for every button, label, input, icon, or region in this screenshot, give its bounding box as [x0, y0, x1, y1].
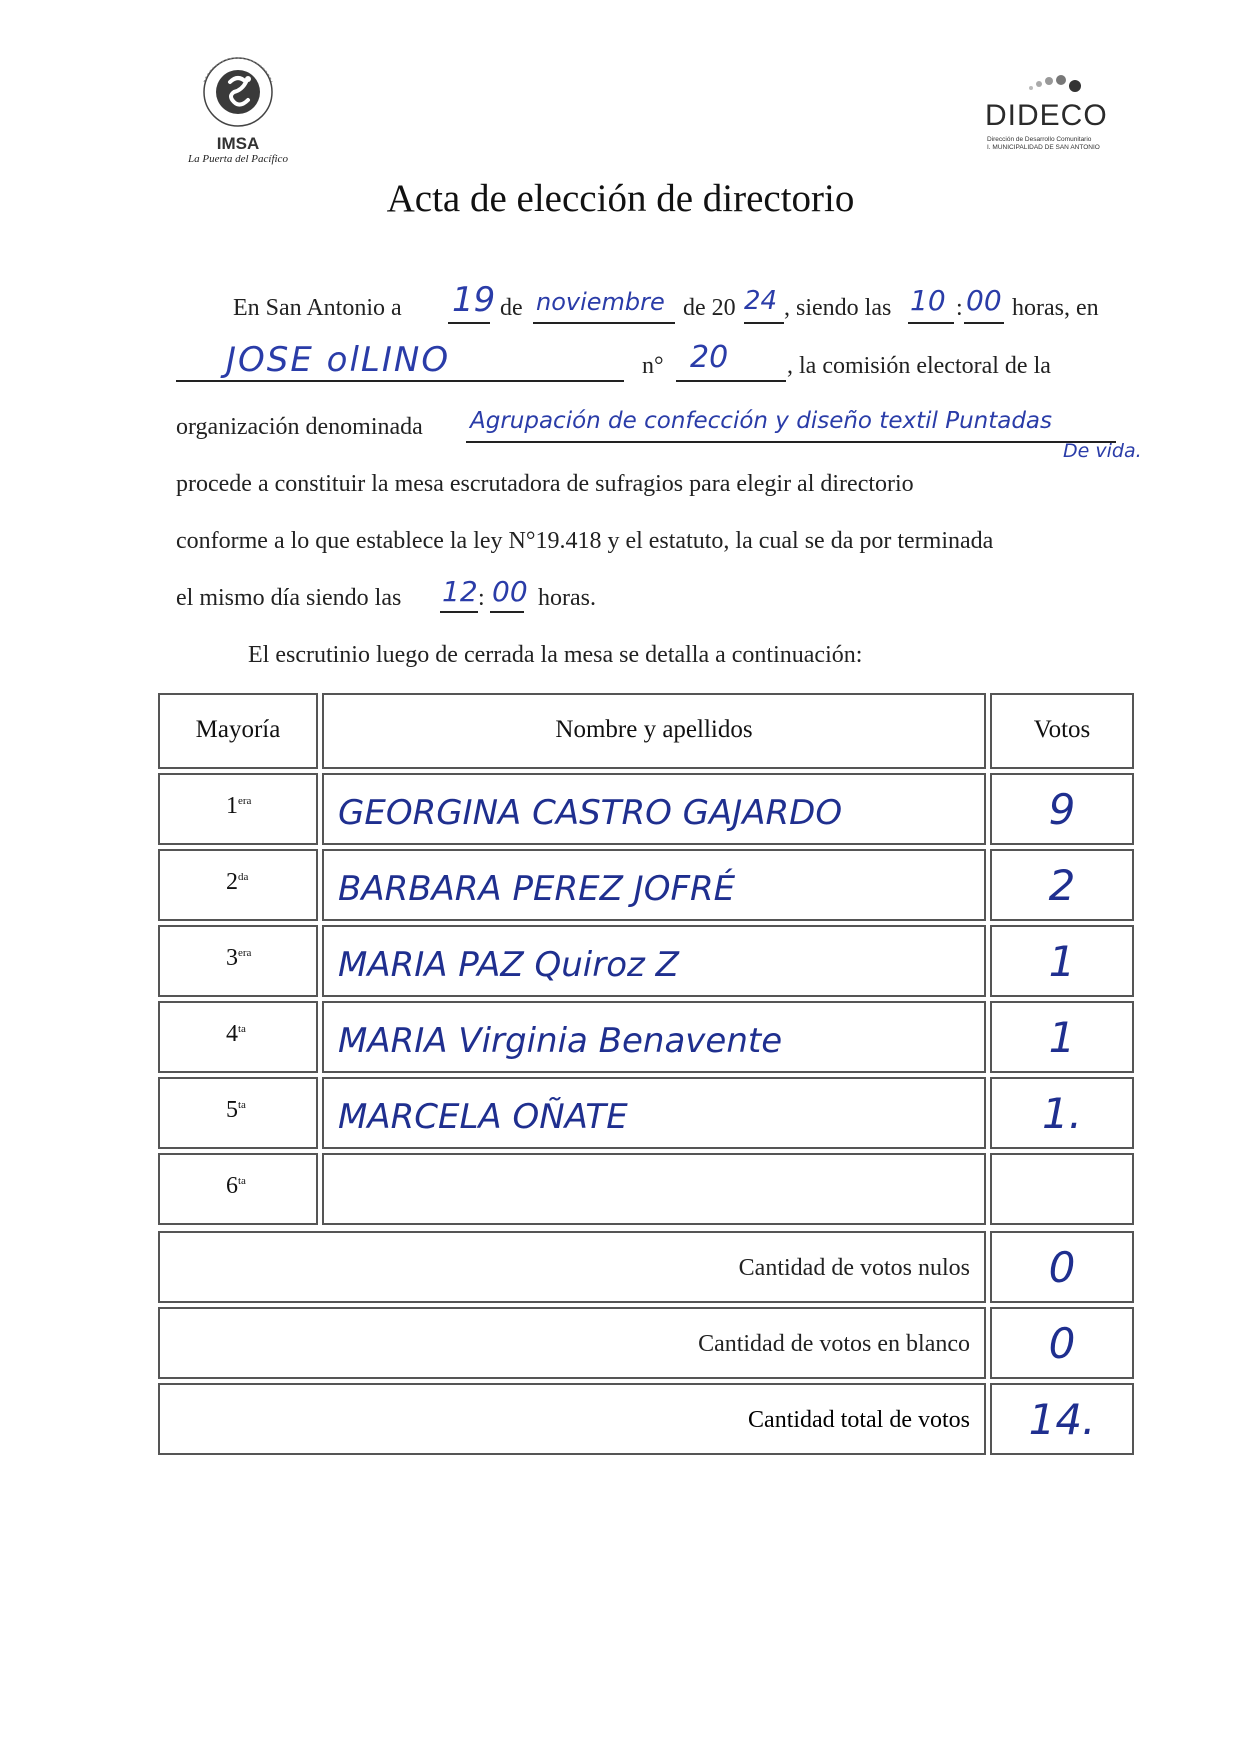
results-table — [158, 693, 1134, 1461]
org-underline — [466, 441, 1116, 443]
name-cell — [322, 1001, 986, 1073]
candidate-votes: 1. — [1041, 1089, 1083, 1138]
text-fragment: , la comisión electoral de la — [787, 353, 1051, 379]
text-fragment: organización denominada — [176, 414, 423, 440]
name-cell — [322, 925, 986, 997]
number-underline — [676, 380, 786, 382]
text-fragment: de 20 — [683, 295, 736, 321]
header-rank: Mayoría — [158, 693, 318, 769]
summary-value-cell — [990, 1231, 1134, 1303]
dideco-name: DIDECO — [985, 99, 1108, 132]
start-min-underline — [964, 322, 1004, 324]
text-fragment: el mismo día siendo las — [176, 585, 402, 611]
text-fragment: horas. — [538, 585, 596, 611]
end-hour-value: 12 — [442, 575, 478, 608]
votes-cell — [990, 1153, 1134, 1225]
rank-number: 5 — [226, 1097, 238, 1123]
votes-cell — [990, 925, 1134, 997]
dideco-subtitle: Dirección de Desarrollo Comunitario — [987, 136, 1092, 143]
rank-number: 2 — [226, 869, 238, 895]
text-fragment: procede a constituir la mesa escrutadora de sufragios para elegir al directorio — [176, 471, 914, 497]
year-value: 24 — [744, 286, 778, 316]
candidate-name: MARIA PAZ Quiroz Z — [338, 945, 679, 985]
rank-suffix: ta — [238, 1175, 246, 1187]
dideco-municipality: I. MUNICIPALIDAD DE SAN ANTONIO — [987, 144, 1100, 151]
text-fragment: En San Antonio a — [233, 295, 402, 321]
candidate-name: MARCELA OÑATE — [338, 1097, 628, 1137]
null-votes-value: 0 — [1048, 1243, 1076, 1292]
name-cell — [322, 849, 986, 921]
dideco-logo — [985, 72, 1108, 167]
text-fragment: n° — [642, 353, 664, 379]
rank-number: 3 — [226, 945, 238, 971]
month-value: noviembre — [536, 288, 665, 316]
text-fragment: El escrutinio luego de cerrada la mesa se detalla a continuación: — [248, 642, 863, 668]
rank-suffix: ta — [238, 1099, 246, 1111]
imsa-motto: La Puerta del Pacífico — [188, 153, 288, 165]
imsa-logo — [178, 52, 298, 167]
summary-value-cell — [990, 1307, 1134, 1379]
candidate-name: GEORGINA CASTRO GAJARDO — [338, 793, 843, 833]
total-votes-label: Cantidad total de votos — [748, 1407, 970, 1433]
rank-cell — [158, 773, 318, 845]
org-name-continuation: De vida. — [1063, 440, 1142, 462]
imsa-emblem-icon — [190, 52, 286, 136]
rank-suffix: era — [238, 947, 252, 959]
dideco-dots-icon — [1027, 72, 1087, 98]
org-name-value: Agrupación de confección y diseño textil Puntadas — [470, 408, 1053, 434]
colon: : — [956, 295, 963, 321]
start-hour-underline — [908, 322, 954, 324]
null-votes-label: Cantidad de votos nulos — [738, 1255, 970, 1281]
day-value: 19 — [452, 280, 496, 320]
votes-cell — [990, 1077, 1134, 1149]
end-min-value: 00 — [492, 575, 528, 608]
street-underline — [176, 380, 624, 382]
imsa-name: IMSA — [216, 134, 260, 153]
rank-suffix: da — [238, 871, 249, 883]
votes-cell — [990, 1001, 1134, 1073]
colon: : — [478, 585, 485, 611]
rank-cell — [158, 849, 318, 921]
day-underline — [448, 322, 490, 324]
summary-value-cell — [990, 1383, 1134, 1455]
rank-cell — [158, 1077, 318, 1149]
name-cell — [322, 1153, 986, 1225]
blank-votes-value: 0 — [1048, 1319, 1076, 1368]
candidate-name: BARBARA PEREZ JOFRÉ — [338, 869, 736, 909]
header-name: Nombre y apellidos — [322, 693, 986, 769]
rank-cell — [158, 925, 318, 997]
rank-number: 6 — [226, 1173, 238, 1199]
summary-label-cell — [158, 1307, 986, 1379]
text-fragment: de — [500, 295, 523, 321]
rank-suffix: era — [238, 795, 252, 807]
candidate-name: MARIA Virginia Benavente — [338, 1021, 783, 1061]
rank-suffix: ta — [238, 1023, 246, 1035]
name-cell — [322, 773, 986, 845]
candidate-votes: 2 — [1048, 861, 1076, 910]
rank-cell — [158, 1153, 318, 1225]
candidate-votes: 9 — [1048, 785, 1076, 834]
total-votes-value: 14. — [1028, 1395, 1096, 1444]
end-min-underline — [490, 611, 524, 613]
year-underline — [744, 322, 784, 324]
number-value: 20 — [690, 340, 729, 375]
name-cell — [322, 1077, 986, 1149]
header-votes: Votos — [990, 693, 1134, 769]
start-min-value: 00 — [966, 284, 1002, 317]
candidate-votes: 1 — [1048, 1013, 1076, 1062]
start-hour-value: 10 — [910, 284, 946, 317]
month-underline — [533, 322, 675, 324]
rank-number: 1 — [226, 793, 238, 819]
text-fragment: , siendo las — [784, 295, 892, 321]
street-value: JOSE olLINO — [226, 340, 451, 380]
candidate-votes: 1 — [1048, 937, 1076, 986]
text-fragment: horas, en — [1012, 295, 1099, 321]
end-hour-underline — [440, 611, 478, 613]
summary-label-cell — [158, 1383, 986, 1455]
page-title: Acta de elección de directorio — [386, 177, 855, 220]
summary-label-cell — [158, 1231, 986, 1303]
blank-votes-label: Cantidad de votos en blanco — [698, 1331, 970, 1357]
rank-number: 4 — [226, 1021, 238, 1047]
text-fragment: conforme a lo que establece la ley N°19.418 y el estatuto, la cual se da por terminada — [176, 528, 994, 554]
votes-cell — [990, 773, 1134, 845]
votes-cell — [990, 849, 1134, 921]
rank-cell — [158, 1001, 318, 1073]
